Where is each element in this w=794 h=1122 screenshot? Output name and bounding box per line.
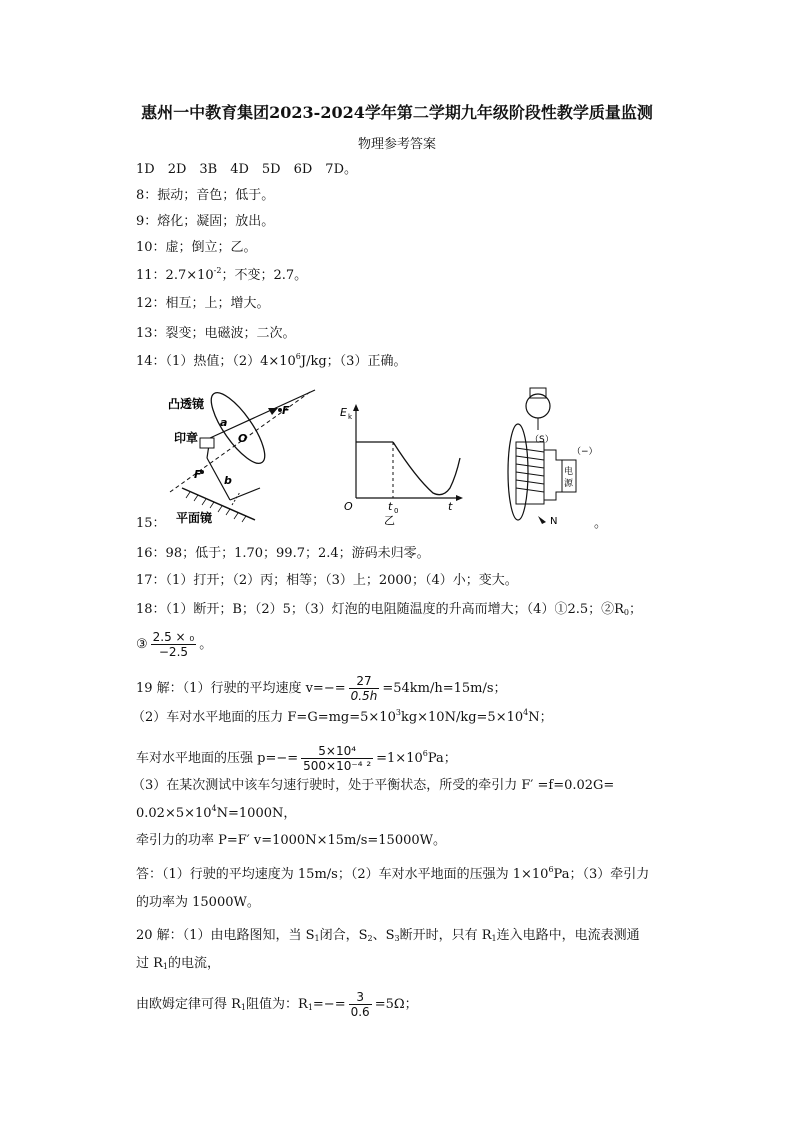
- q20-resistance-fraction: $\frac{3}{0.6}$: [350, 990, 370, 1019]
- mirror-label: 平面镜: [176, 511, 213, 525]
- power-label-2: 源: [564, 479, 574, 489]
- document-title: 惠州一中教育集团2023-2024学年第二学期九年级阶段性教学质量监测: [141, 103, 653, 122]
- q19-answer-line-1: 答：（1）行驶的平均速度为 15m/s；（2）车对水平地面的压强为 $1\times 10^6Pa$；（3）牵引力: [136, 865, 650, 882]
- document-subtitle: 物理参考答案: [357, 137, 436, 152]
- stamp-label: 印章: [174, 431, 199, 445]
- answer-q16: 16：98；低于；1.70；99.7；2.4；游码未归零。: [136, 546, 430, 561]
- pole-s-label: （S）: [530, 435, 554, 445]
- graph-caption: 乙: [384, 514, 395, 527]
- lens-label: 凸透镜: [168, 397, 205, 411]
- answer-q17: 17：（1）打开；（2）丙；相等；（3）上；2000；（4）小；变大。: [136, 573, 518, 588]
- ray-b-label: b: [224, 474, 232, 487]
- q19-line-1: 19 解：（1）行驶的平均速度 v=−= $\frac{27}{0.5h}$ =54km/h=15m/s；: [136, 674, 507, 703]
- kinetic-energy-graph: [338, 398, 468, 528]
- q18-fraction: $\frac{\text{2.5 × ₀}}{-2.5}$: [152, 630, 195, 659]
- q19-answer-line-2: 的功率为 15000W。: [136, 895, 260, 910]
- graph-t0-sub: 0: [394, 507, 399, 515]
- graph-y-sub: k: [348, 413, 353, 421]
- lens-stamp-mirror-diagram: [160, 380, 330, 530]
- q19-line-4: （3）在某次测试中该车匀速行驶时，处于平衡状态，所受的牵引力 F′ =f=0.02G=: [132, 778, 615, 793]
- convex-lens-shape: [202, 386, 273, 471]
- answer-q18: 18：（1）断开；B；（2）5；（3）灯泡的电阻随温度的升高而增大；（4）①2.5；$②R_0$；: [136, 602, 643, 617]
- answer-q18-formula: ③ $\frac{\text{2.5 × ₀}}{-2.5}$ 。: [136, 630, 213, 659]
- answer-q11: 11：$2.7\times 10^{-2}$；不变；2.7。: [136, 266, 308, 283]
- answer-q13: 13：裂变；电磁波；二次。: [136, 326, 296, 341]
- compass-needle-icon: [538, 516, 546, 524]
- answer-q10: 10：虚；倒立；乙。: [136, 240, 257, 255]
- answer-multiple-choice: 1D 2D 3B 4D 5D 6D 7D。: [136, 162, 357, 177]
- stamp-shape: [200, 438, 214, 448]
- answer-q8: 8：振动；音色；低于。: [136, 188, 275, 203]
- q20-line-1: 20 解：（1）由电路图知，当 $S_1$闭合，$S_2$、$S_3$断开时，只有 $R_1$连入电路中，电流表测通: [136, 928, 640, 943]
- graph-origin: O: [344, 500, 353, 513]
- answer-q15-end: 。: [594, 516, 608, 531]
- electromagnet-diagram: [500, 382, 610, 532]
- answer-q12: 12：相互；上；增大。: [136, 296, 270, 311]
- q19-line-6: 牵引力的功率 P=F′ v=1000N×15m/s=15000W。: [136, 833, 446, 848]
- answer-q14: 14：（1）热值；$(2)4\times 10^6J/kg$；（3）正确。: [136, 352, 407, 369]
- pole-minus-label: （−）: [572, 447, 598, 457]
- q20-line-2: 过 $R_1$的电流，: [136, 956, 221, 971]
- compass-n-label: N: [550, 516, 558, 527]
- graph-t0-label: t: [388, 500, 393, 513]
- answer-q9: 9：熔化；凝固；放出。: [136, 214, 275, 229]
- q19-line-5: $0.02\times 5\times 10^4N=1000N$，: [136, 804, 297, 821]
- graph-y-label: E: [340, 406, 347, 419]
- q19-speed-fraction: $\frac{27}{0.5h}$: [350, 674, 378, 703]
- q19-line-3: 车对水平地面的压强 p=−= $\frac{\text{5×10⁴}}{\text{500×10⁻⁴ ²}}$ $=1\times 10^6Pa$；: [136, 744, 457, 773]
- q19-pressure-fraction: $\frac{\text{5×10⁴}}{\text{500×10⁻⁴ ²}}$: [303, 744, 372, 773]
- answer-q15-label: 15：: [136, 516, 166, 531]
- optical-center-label: O: [238, 432, 248, 445]
- power-label-1: 电: [564, 467, 574, 477]
- graph-t-label: t: [448, 500, 453, 513]
- ray-a-label: a: [220, 416, 228, 429]
- focus-label-lower: F: [194, 468, 202, 481]
- focus-label-upper: F: [282, 404, 290, 417]
- q20-line-3: 由欧姆定律可得 $R_1$阻值为：$R_1=-=$ $\frac{3}{0.6}$ =5Ω；: [136, 990, 418, 1019]
- q19-line-2: （2）车对水平地面的压力 $F=G=mg=5\times 10^3kg\times 10N/kg=5\times 10^4N$；: [132, 708, 553, 725]
